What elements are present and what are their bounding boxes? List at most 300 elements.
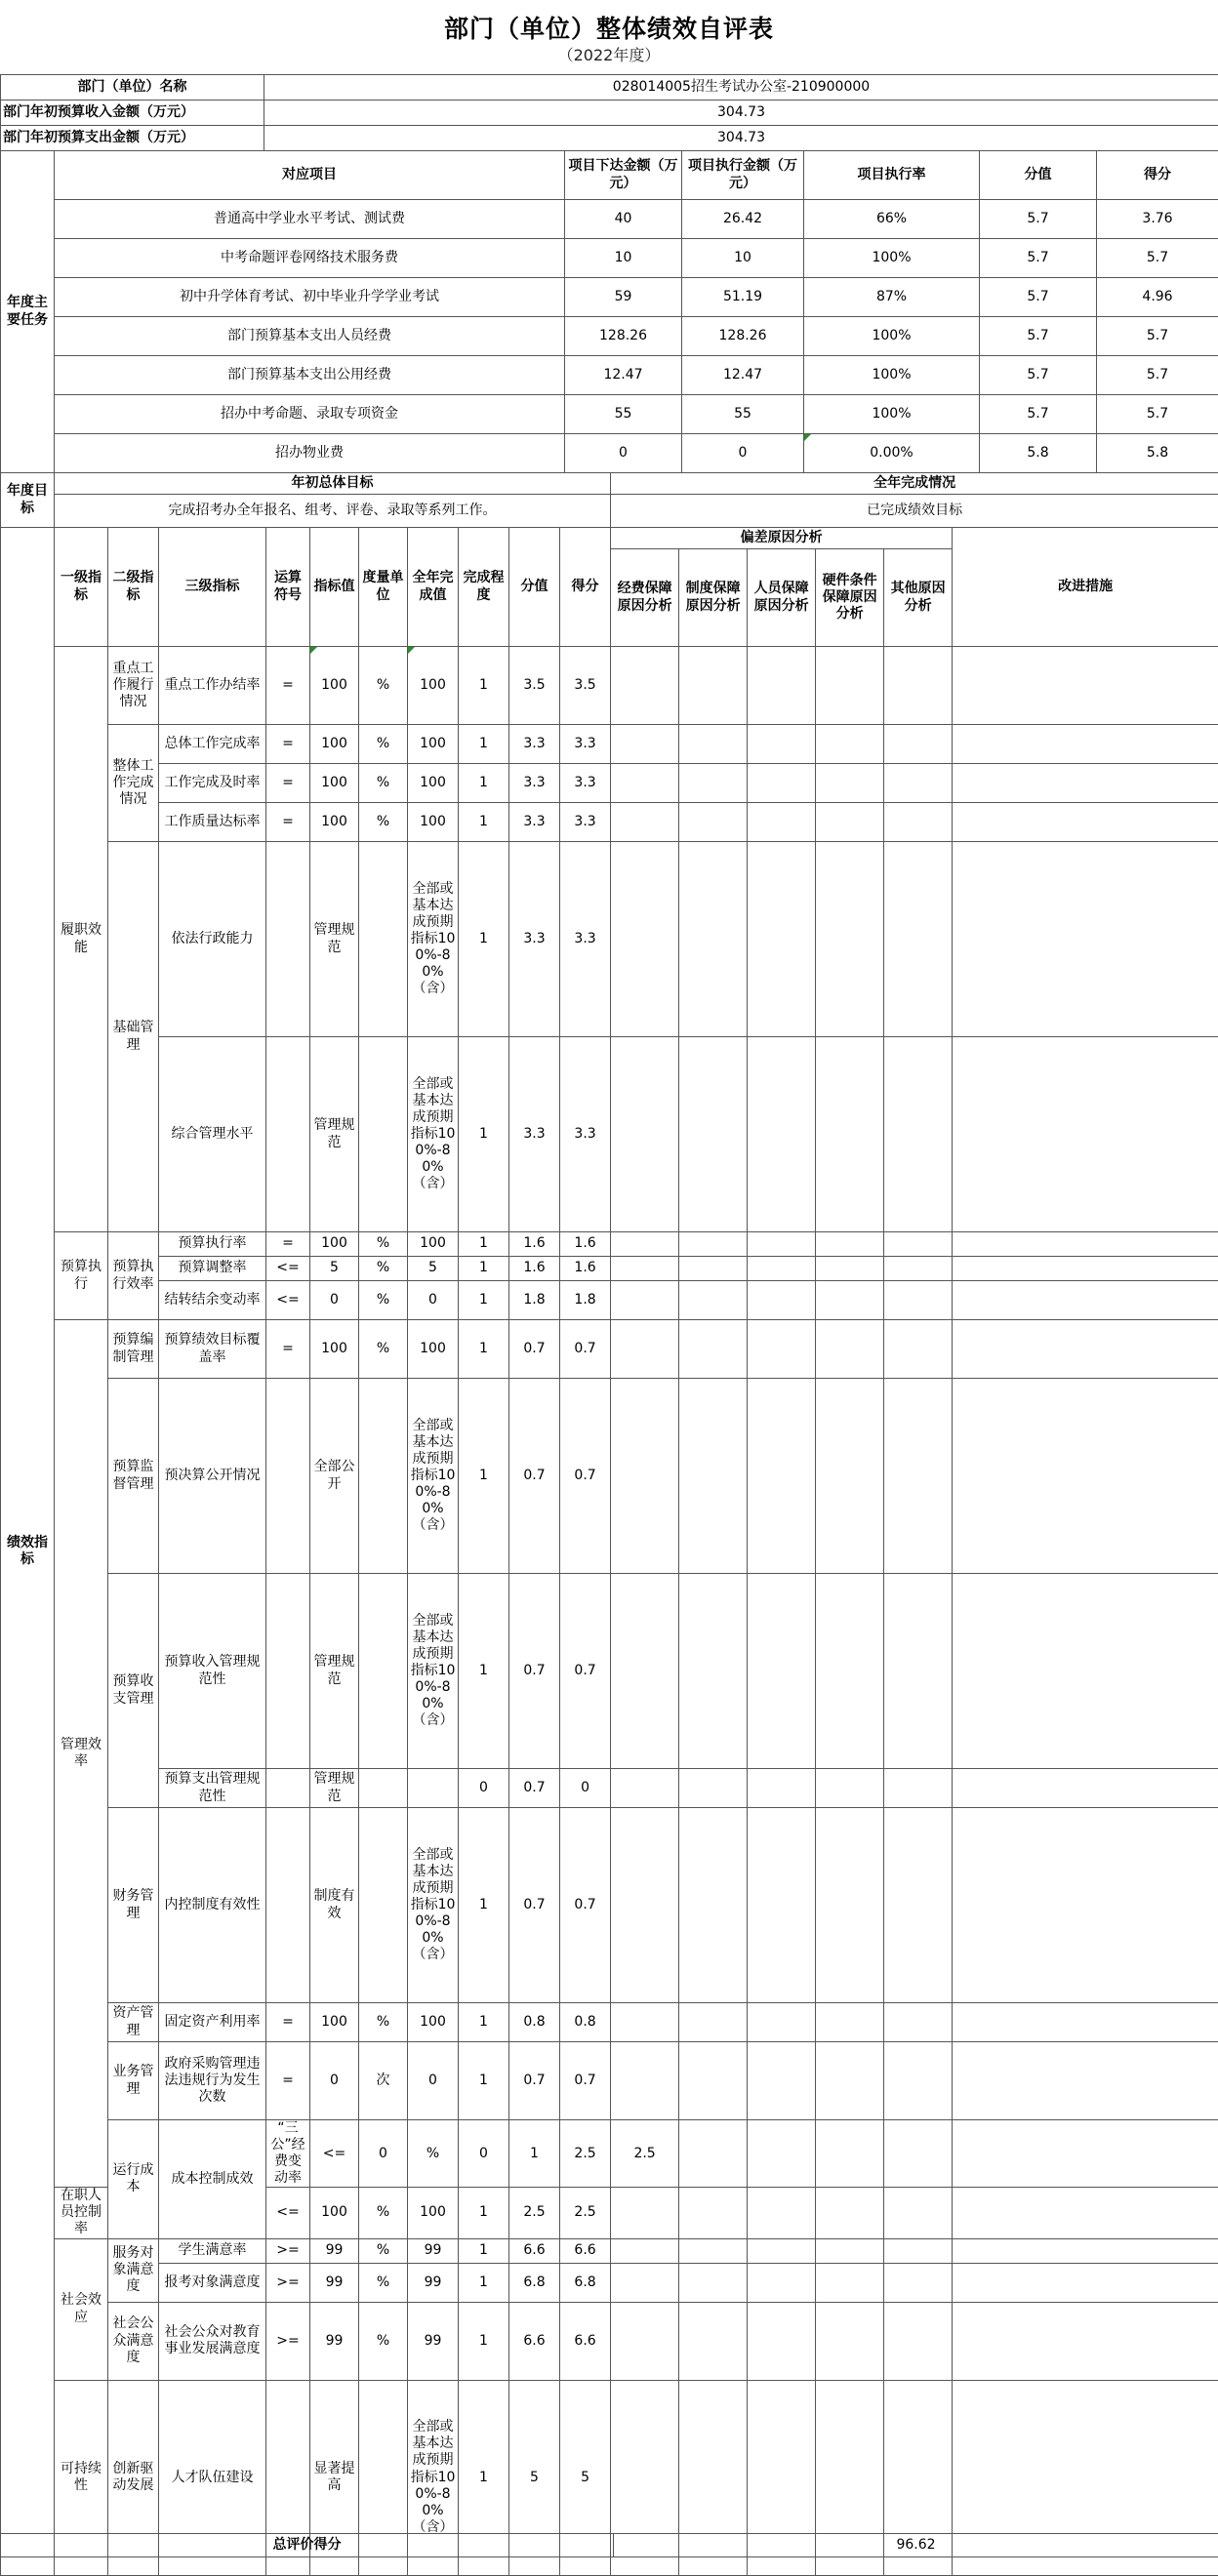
level2-overall: 整体工作完成情况 [108, 725, 159, 842]
indicator-operator: = [266, 1320, 310, 1379]
indicator-name: 在职人员控制率 [55, 2188, 108, 2238]
task-col-header: 分值 [980, 151, 1097, 200]
table-row [1, 239, 1218, 278]
header-level2: 二级指标 [108, 528, 159, 647]
task-col-header: 项目执行率 [804, 151, 980, 200]
level2-public-sat: 社会公众满意度 [108, 2302, 159, 2380]
task-executed: 12.47 [682, 356, 804, 395]
task-executed: 0 [682, 434, 804, 473]
indicator-degree: 1 [459, 842, 509, 1037]
indicator-degree: 1 [459, 2042, 509, 2120]
task-name: 普通高中学业水平考试、测试费 [55, 200, 565, 239]
indicator-actual: 99 [408, 2302, 459, 2380]
task-amount: 55 [565, 395, 682, 434]
indicator-score: 5 [509, 2380, 560, 2575]
task-amount: 40 [565, 200, 682, 239]
table-row [1, 2238, 1218, 2263]
header-deviation: 偏差原因分析 [611, 528, 953, 549]
goal-text: 完成招考办全年报名、组考、评卷、录取等系列工作。 [55, 495, 611, 528]
table-row [1, 1281, 1218, 1320]
task-col-header: 得分 [1097, 151, 1218, 200]
indicator-actual: 100 [408, 2188, 459, 2238]
table-row [1, 200, 1218, 239]
report-year: （2022年度） [0, 43, 1218, 65]
indicator-actual: 全部或基本达成预期指标100%-80%（含） [408, 2380, 459, 2575]
task-rate: 100% [804, 395, 980, 434]
indicator-name: 重点工作办结率 [159, 647, 266, 725]
indicator-target: 100 [310, 2003, 359, 2042]
indicator-operator: = [266, 2042, 310, 2120]
indicator-degree: 1 [509, 2120, 560, 2188]
indicator-unit: % [359, 1232, 408, 1257]
task-name: 部门预算基本支出公用经费 [55, 356, 565, 395]
header-dev-other: 其他原因分析 [884, 549, 953, 647]
completion-text: 已完成绩效目标 [611, 495, 1218, 528]
task-got: 3.76 [1097, 200, 1218, 239]
indicator-unit: % [359, 1320, 408, 1379]
indicator-name: 综合管理水平 [159, 1037, 266, 1232]
indicator-unit: % [359, 725, 408, 764]
indicator-operator: = [266, 803, 310, 842]
indicator-score: 1.8 [509, 1281, 560, 1320]
table-row [1, 2120, 1218, 2188]
task-name: 部门预算基本支出人员经费 [55, 317, 565, 356]
indicator-name: 人才队伍建设 [159, 2380, 266, 2575]
indicator-score: 3.3 [509, 725, 560, 764]
indicator-got: 1.8 [560, 1281, 611, 1320]
indicator-operator: <= [266, 1281, 310, 1320]
indicator-actual: 全部或基本达成预期指标100%-80%（含） [408, 1574, 459, 1769]
indicator-degree: 1 [459, 2238, 509, 2263]
header-got: 得分 [560, 528, 611, 647]
table-row [1, 1769, 1218, 1808]
task-amount: 59 [565, 278, 682, 317]
indicator-score: 2.5 [560, 2120, 611, 2188]
indicator-actual: 99 [408, 2238, 459, 2263]
completion-header: 全年完成情况 [611, 473, 1218, 495]
table-row [1, 1257, 1218, 1281]
task-amount: 10 [565, 239, 682, 278]
indicator-unit: 次 [359, 2042, 408, 2120]
indicator-got: 2.5 [560, 2188, 611, 2238]
indicator-score: 3.3 [509, 1037, 560, 1232]
goal-header: 年初总体目标 [55, 473, 611, 495]
tasks-section-label: 年度主要任务 [1, 151, 55, 473]
indicator-degree: 1 [459, 647, 509, 725]
indicator-target: 100 [310, 1232, 359, 1257]
task-executed: 51.19 [682, 278, 804, 317]
indicator-got: 5 [560, 2380, 611, 2575]
indicator-operator: <= [266, 1257, 310, 1281]
indicator-got: 0.7 [560, 1574, 611, 1769]
task-score: 5.7 [980, 395, 1097, 434]
indicator-target: 100 [310, 803, 359, 842]
unit-name-value: 028014005招生考试办公室-210900000 [264, 75, 1218, 101]
indicator-score: 0.7 [509, 1769, 560, 1808]
table-row [1, 2263, 1218, 2302]
indicator-operator: >= [266, 2238, 310, 2263]
level2-finance: 财务管理 [108, 1808, 159, 2003]
indicator-degree: 1 [459, 725, 509, 764]
task-got: 5.7 [1097, 317, 1218, 356]
table-row [1, 842, 1218, 1037]
expense-value: 304.73 [264, 126, 1218, 151]
header-dev-system: 制度保障原因分析 [679, 549, 748, 647]
task-score: 5.7 [980, 356, 1097, 395]
level1-budget-exec: 预算执行 [55, 1232, 108, 1320]
indicator-degree: 1 [459, 1808, 509, 2003]
task-executed: 10 [682, 239, 804, 278]
indicator-got: 0 [560, 1769, 611, 1808]
task-name: 初中升学体育考试、初中毕业升学学业考试 [55, 278, 565, 317]
indicator-degree: 1 [459, 2263, 509, 2302]
indicator-operator [266, 1769, 310, 1808]
indicator-name: 工作质量达标率 [159, 803, 266, 842]
task-rate: 0.00% [804, 434, 980, 473]
unit-name-label: 部门（单位）名称 [1, 75, 264, 101]
indicator-name: 固定资产利用率 [159, 2003, 266, 2042]
task-rate: 100% [804, 239, 980, 278]
task-rate: 87% [804, 278, 980, 317]
indicator-got: 0.7 [560, 1379, 611, 1574]
indicator-score: 0.7 [509, 2042, 560, 2120]
level2-service-sat: 服务对象满意度 [108, 2238, 159, 2302]
level1-operating-cost: 运行成本 [108, 2120, 159, 2239]
task-col-header: 项目下达金额（万元） [565, 151, 682, 200]
indicator-target: 99 [310, 2238, 359, 2263]
indicators-section-label: 绩效指标 [1, 528, 55, 2576]
indicator-unit [359, 1769, 408, 1808]
indicator-target: 管理规范 [310, 1037, 359, 1232]
indicator-name: 政府采购管理违法违规行为发生次数 [159, 2042, 266, 2120]
indicator-degree: 1 [459, 2188, 509, 2238]
indicator-operator: <= [310, 2120, 359, 2188]
indicator-name: 预算绩效目标覆盖率 [159, 1320, 266, 1379]
indicator-actual: 5 [408, 1257, 459, 1281]
indicator-unit: % [359, 647, 408, 725]
indicator-score: 1.6 [509, 1257, 560, 1281]
indicator-name: 总体工作完成率 [159, 725, 266, 764]
indicator-target: 5 [310, 1257, 359, 1281]
basic-info-table [0, 74, 1218, 151]
indicator-score: 6.6 [509, 2238, 560, 2263]
indicator-name: 预决算公开情况 [159, 1379, 266, 1574]
task-name: 招办物业费 [55, 434, 565, 473]
indicator-name: 报考对象满意度 [159, 2263, 266, 2302]
indicator-unit: % [359, 803, 408, 842]
indicator-degree: 1 [459, 1379, 509, 1574]
task-score: 5.8 [980, 434, 1097, 473]
header-level3: 三级指标 [159, 528, 266, 647]
indicator-unit [359, 1037, 408, 1232]
table-row [1, 2003, 1218, 2042]
header-dev-staff: 人员保障原因分析 [748, 549, 816, 647]
indicator-actual: 全部或基本达成预期指标100%-80%（含） [408, 1808, 459, 2003]
indicator-actual: 100 [408, 647, 459, 725]
indicator-name: 预算收入管理规范性 [159, 1574, 266, 1769]
level2-budget-rev: 预算收支管理 [108, 1574, 159, 1808]
indicator-name: 社会公众对教育事业发展满意度 [159, 2302, 266, 2380]
indicator-unit: % [359, 2003, 408, 2042]
indicator-name: “三公”经费变动率 [266, 2120, 310, 2188]
table-row [1, 1037, 1218, 1232]
table-row [1, 434, 1218, 473]
indicator-unit: % [359, 764, 408, 803]
task-score: 5.7 [980, 239, 1097, 278]
indicator-degree: 1 [459, 1320, 509, 1379]
indicator-name: 学生满意率 [159, 2238, 266, 2263]
indicator-score: 6.8 [509, 2263, 560, 2302]
header-dev-funds: 经费保障原因分析 [611, 549, 679, 647]
task-name: 招办中考命题、录取专项资金 [55, 395, 565, 434]
task-col-header: 项目执行金额（万元） [682, 151, 804, 200]
indicator-unit [359, 842, 408, 1037]
table-row [1, 356, 1218, 395]
indicator-target: 管理规范 [310, 1769, 359, 1808]
table-row [1, 1574, 1218, 1769]
indicator-actual: 99 [408, 2263, 459, 2302]
indicator-score: 3.3 [509, 842, 560, 1037]
header-target: 指标值 [310, 528, 359, 647]
indicator-got: 6.6 [560, 2238, 611, 2263]
indicator-name: 工作完成及时率 [159, 764, 266, 803]
indicator-target: 100 [310, 764, 359, 803]
task-executed: 55 [682, 395, 804, 434]
indicator-degree: 1 [459, 2302, 509, 2380]
task-score: 5.7 [980, 200, 1097, 239]
task-amount: 0 [565, 434, 682, 473]
indicator-operator: = [266, 764, 310, 803]
indicator-operator: = [266, 647, 310, 725]
indicator-got: 1.6 [560, 1232, 611, 1257]
indicator-got: 0.7 [560, 2042, 611, 2120]
indicator-got: 6.6 [560, 2302, 611, 2380]
indicator-unit: % [359, 2238, 408, 2263]
income-label: 部门年初预算收入金额（万元） [1, 101, 264, 126]
indicator-operator [266, 1379, 310, 1574]
level2-budget-prep: 预算编制管理 [108, 1320, 159, 1379]
indicator-actual: 0 [408, 1281, 459, 1320]
task-amount: 128.26 [565, 317, 682, 356]
indicator-unit: % [408, 2120, 459, 2188]
indicator-actual: 全部或基本达成预期指标100%-80%（含） [408, 1379, 459, 1574]
indicator-got: 3.3 [560, 842, 611, 1037]
indicator-actual: 100 [408, 764, 459, 803]
indicator-degree: 1 [459, 1232, 509, 1257]
header-operator: 运算符号 [266, 528, 310, 647]
indicator-operator: = [266, 2003, 310, 2042]
indicator-name: 预算支出管理规范性 [159, 1769, 266, 1808]
level2-cost-ctrl: 成本控制成效 [159, 2120, 266, 2239]
indicator-unit: % [359, 1257, 408, 1281]
indicator-operator [266, 1808, 310, 2003]
indicator-unit [359, 1379, 408, 1574]
task-executed: 26.42 [682, 200, 804, 239]
indicator-target: 0 [310, 1281, 359, 1320]
header-actual: 全年完成值 [408, 528, 459, 647]
indicator-got: 0.8 [560, 2003, 611, 2042]
indicator-degree: 1 [459, 1037, 509, 1232]
indicator-got: 3.5 [560, 647, 611, 725]
expense-label: 部门年初预算支出金额（万元） [1, 126, 264, 151]
indicator-unit [359, 1808, 408, 2003]
indicator-got: 2.5 [611, 2120, 679, 2188]
task-rate: 100% [804, 356, 980, 395]
indicator-actual: 100 [408, 1320, 459, 1379]
task-col-header: 对应项目 [55, 151, 565, 200]
indicator-degree: 1 [459, 803, 509, 842]
header-degree: 完成程度 [459, 528, 509, 647]
indicator-actual: 全部或基本达成预期指标100%-80%（含） [408, 842, 459, 1037]
task-got: 5.8 [1097, 434, 1218, 473]
indicator-score: 3.5 [509, 647, 560, 725]
indicator-operator [266, 1037, 310, 1232]
indicator-got: 0.7 [560, 1808, 611, 2003]
indicator-degree: 1 [459, 2003, 509, 2042]
income-value: 304.73 [264, 101, 1218, 126]
indicator-got: 3.3 [560, 1037, 611, 1232]
task-got: 5.7 [1097, 239, 1218, 278]
indicator-actual: 100 [408, 1232, 459, 1257]
indicator-name: 预算调整率 [159, 1257, 266, 1281]
indicator-score: 0.7 [509, 1320, 560, 1379]
indicator-target: 管理规范 [310, 1574, 359, 1769]
indicator-got: 1.6 [560, 1257, 611, 1281]
task-rate: 100% [804, 317, 980, 356]
indicator-target: 0 [310, 2042, 359, 2120]
indicator-name: 结转结余变动率 [159, 1281, 266, 1320]
indicator-target: 100 [310, 2188, 359, 2238]
indicator-actual: 100 [408, 803, 459, 842]
level2-business: 业务管理 [108, 2042, 159, 2120]
indicator-target: 制度有效 [310, 1808, 359, 2003]
indicator-score: 3.3 [509, 803, 560, 842]
level1-duty: 履职效能 [55, 647, 108, 1232]
table-row [1, 2302, 1218, 2380]
indicator-target: 99 [310, 2263, 359, 2302]
table-row [1, 725, 1218, 764]
indicator-target: 100 [310, 725, 359, 764]
indicator-degree: 1 [459, 1281, 509, 1320]
level1-social: 社会效应 [55, 2238, 108, 2380]
indicator-target: 管理规范 [310, 842, 359, 1037]
indicator-target: 99 [310, 2302, 359, 2380]
task-executed: 128.26 [682, 317, 804, 356]
indicator-score: 3.3 [509, 764, 560, 803]
indicator-operator: = [266, 725, 310, 764]
indicator-score: 2.5 [509, 2188, 560, 2238]
indicator-actual: 全部或基本达成预期指标100%-80%（含） [408, 1037, 459, 1232]
indicator-score: 1.6 [509, 1232, 560, 1257]
annual-tasks-table [0, 150, 1218, 473]
table-row [1, 647, 1218, 725]
header-score: 分值 [509, 528, 560, 647]
level2-basic-mgmt: 基础管理 [108, 842, 159, 1232]
indicator-target: 显著提高 [310, 2380, 359, 2575]
table-row [1, 803, 1218, 842]
indicator-degree: 1 [459, 764, 509, 803]
indicator-target: 全部公开 [310, 1379, 359, 1574]
level2-innovation: 创新驱动发展 [108, 2380, 159, 2575]
indicator-score: 0.7 [509, 1808, 560, 2003]
indicator-degree: 1 [459, 2380, 509, 2575]
indicator-score: 0.8 [509, 2003, 560, 2042]
indicator-unit [359, 1574, 408, 1769]
goal-section-label: 年度目标 [1, 473, 55, 528]
total-label: 总评价得分 [1, 2534, 614, 2557]
total-table [0, 2533, 1218, 2557]
indicator-name: 依法行政能力 [159, 842, 266, 1037]
indicator-unit: % [359, 2188, 408, 2238]
header-level1: 一级指标 [55, 528, 108, 647]
table-row [1, 278, 1218, 317]
table-row [1, 317, 1218, 356]
indicator-degree: 1 [459, 1257, 509, 1281]
level1-sustain: 可持续性 [55, 2380, 108, 2575]
task-amount: 12.47 [565, 356, 682, 395]
level1-mgmt: 管理效率 [55, 1320, 108, 2188]
level2-budget-eff: 预算执行效率 [108, 1232, 159, 1320]
table-row [1, 2042, 1218, 2120]
table-row [1, 1379, 1218, 1574]
indicator-score: 0.7 [509, 1379, 560, 1574]
task-score: 5.7 [980, 317, 1097, 356]
indicator-degree: 1 [459, 1574, 509, 1769]
indicator-got: 6.8 [560, 2263, 611, 2302]
indicator-target: 100 [310, 1320, 359, 1379]
table-row [1, 1232, 1218, 1257]
indicator-actual: 0 [459, 2120, 509, 2188]
indicator-name: 内控制度有效性 [159, 1808, 266, 2003]
table-row [1, 395, 1218, 434]
indicator-operator [266, 842, 310, 1037]
table-row [1, 764, 1218, 803]
indicator-operator: = [266, 1232, 310, 1257]
header-dev-hardware: 硬件条件保障原因分析 [816, 549, 884, 647]
indicator-got: 3.3 [560, 803, 611, 842]
total-value: 96.62 [614, 2534, 1218, 2557]
task-score: 5.7 [980, 278, 1097, 317]
indicator-unit: % [359, 2302, 408, 2380]
indicator-actual: 0 [408, 2042, 459, 2120]
header-unit: 度量单位 [359, 528, 408, 647]
indicator-unit: % [359, 2263, 408, 2302]
indicator-actual: 100 [408, 2003, 459, 2042]
indicator-target: 0 [359, 2120, 408, 2188]
indicator-score: 0.7 [509, 1574, 560, 1769]
task-name: 中考命题评卷网络技术服务费 [55, 239, 565, 278]
indicator-operator [266, 1574, 310, 1769]
indicator-got: 0.7 [560, 1320, 611, 1379]
task-got: 4.96 [1097, 278, 1218, 317]
indicator-actual [408, 1769, 459, 1808]
indicator-name: 预算执行率 [159, 1232, 266, 1257]
level2-budget-sup: 预算监督管理 [108, 1379, 159, 1574]
indicator-score: 6.6 [509, 2302, 560, 2380]
indicator-operator: >= [266, 2263, 310, 2302]
indicator-operator: >= [266, 2302, 310, 2380]
level2-assets: 资产管理 [108, 2003, 159, 2042]
level2-key-work: 重点工作履行情况 [108, 647, 159, 725]
task-rate: 66% [804, 200, 980, 239]
indicator-target: 100 [310, 647, 359, 725]
page-title: 部门（单位）整体绩效自评表 [0, 10, 1218, 45]
task-got: 5.7 [1097, 356, 1218, 395]
table-row [1, 1808, 1218, 2003]
indicator-operator: <= [266, 2188, 310, 2238]
task-got: 5.7 [1097, 395, 1218, 434]
header-improve: 改进措施 [953, 528, 1218, 647]
